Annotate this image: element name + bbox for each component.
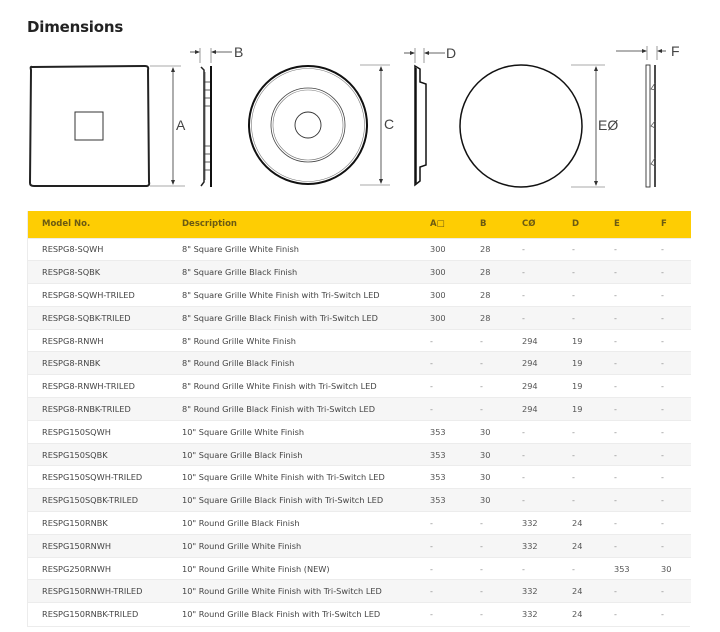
- table-row: [28, 284, 691, 307]
- table-body: [28, 238, 691, 626]
- c-cell: -: [508, 261, 558, 284]
- model-cell: RESPG8-SQWH: [28, 238, 168, 261]
- table-row: [28, 306, 691, 329]
- c-cell: -: [508, 238, 558, 261]
- description-cell: 10" Square Grille Black Finish with Tri-Switch LED: [168, 489, 416, 512]
- table-row: [28, 466, 691, 489]
- d-cell: -: [558, 306, 600, 329]
- column-header-a: A□: [430, 219, 445, 230]
- column-header-d: D: [572, 219, 580, 230]
- description-cell: 10" Square Grille White Finish with Tri-Switch LED: [168, 466, 416, 489]
- table-row: [28, 375, 691, 398]
- b-cell: -: [466, 352, 508, 375]
- description-cell: 10" Round Grille White Finish with Tri-Switch LED: [168, 580, 416, 603]
- round-grille-front-drawing: [249, 65, 394, 185]
- a-cell: -: [416, 398, 466, 421]
- description-cell: 8" Round Grille Black Finish with Tri-Switch LED: [168, 398, 416, 421]
- table-row: [28, 261, 691, 284]
- e-cell: -: [600, 398, 647, 421]
- a-cell: -: [416, 534, 466, 557]
- f-cell: -: [647, 375, 691, 398]
- e-cell: -: [600, 375, 647, 398]
- f-cell: -: [647, 238, 691, 261]
- round-grille-side-drawing: [404, 45, 456, 185]
- description-cell: 10" Square Grille Black Finish: [168, 443, 416, 466]
- b-cell: 30: [466, 489, 508, 512]
- b-cell: 28: [466, 306, 508, 329]
- b-cell: 30: [466, 466, 508, 489]
- table-row: [28, 352, 691, 375]
- square-grille-side-drawing: [190, 44, 243, 187]
- description-cell: 10" Round Grille White Finish (NEW): [168, 557, 416, 580]
- model-cell: RESPG150SQWH-TRILED: [28, 466, 168, 489]
- model-cell: RESPG150SQBK: [28, 443, 168, 466]
- model-cell: RESPG8-SQWH-TRILED: [28, 284, 168, 307]
- a-cell: 353: [416, 420, 466, 443]
- table-header-row: [28, 211, 691, 238]
- c-cell: -: [508, 284, 558, 307]
- b-cell: 28: [466, 284, 508, 307]
- dimension-label-e: EØ: [598, 117, 619, 133]
- c-cell: -: [508, 420, 558, 443]
- description-cell: 10" Round Grille Black Finish: [168, 512, 416, 535]
- d-cell: -: [558, 284, 600, 307]
- b-cell: -: [466, 534, 508, 557]
- d-cell: -: [558, 443, 600, 466]
- c-cell: 294: [508, 398, 558, 421]
- d-cell: 19: [558, 398, 600, 421]
- model-cell: RESPG250RNWH: [28, 557, 168, 580]
- c-cell: -: [508, 466, 558, 489]
- model-cell: RESPG8-RNBK-TRILED: [28, 398, 168, 421]
- page-title: Dimensions: [27, 18, 124, 36]
- c-cell: 332: [508, 534, 558, 557]
- f-cell: -: [647, 398, 691, 421]
- model-cell: RESPG150RNBK-TRILED: [28, 603, 168, 626]
- flat-round-grille-side-drawing: [616, 43, 680, 187]
- b-cell: 30: [466, 420, 508, 443]
- e-cell: -: [600, 306, 647, 329]
- column-header-model: Model No.: [42, 219, 91, 230]
- d-cell: 19: [558, 375, 600, 398]
- a-cell: -: [416, 580, 466, 603]
- c-cell: 332: [508, 512, 558, 535]
- f-cell: -: [647, 329, 691, 352]
- a-cell: -: [416, 329, 466, 352]
- model-cell: RESPG150SQWH: [28, 420, 168, 443]
- model-cell: RESPG150RNWH-TRILED: [28, 580, 168, 603]
- e-cell: -: [600, 420, 647, 443]
- b-cell: -: [466, 580, 508, 603]
- a-cell: 300: [416, 284, 466, 307]
- b-cell: -: [466, 375, 508, 398]
- dimension-label-a: A: [176, 117, 186, 133]
- f-cell: -: [647, 466, 691, 489]
- f-cell: -: [647, 261, 691, 284]
- dimension-label-b: B: [234, 44, 244, 60]
- table-row: [28, 420, 691, 443]
- description-cell: 8" Square Grille Black Finish: [168, 261, 416, 284]
- table-row: [28, 329, 691, 352]
- b-cell: -: [466, 512, 508, 535]
- d-cell: -: [558, 466, 600, 489]
- description-cell: 10" Round Grille Black Finish with Tri-Switch LED: [168, 603, 416, 626]
- flat-round-grille-front-drawing: [460, 65, 618, 187]
- column-header-e: E: [614, 219, 620, 230]
- e-cell: -: [600, 603, 647, 626]
- model-cell: RESPG150RNBK: [28, 512, 168, 535]
- a-cell: 300: [416, 306, 466, 329]
- c-cell: -: [508, 306, 558, 329]
- e-cell: -: [600, 238, 647, 261]
- column-header-f: F: [661, 219, 667, 230]
- table-row: [28, 443, 691, 466]
- c-cell: 294: [508, 329, 558, 352]
- c-cell: 332: [508, 603, 558, 626]
- e-cell: 353: [600, 557, 647, 580]
- d-cell: -: [558, 557, 600, 580]
- column-header-b: B: [480, 219, 487, 230]
- b-cell: -: [466, 603, 508, 626]
- d-cell: 19: [558, 329, 600, 352]
- c-cell: -: [508, 489, 558, 512]
- description-cell: 8" Round Grille Black Finish: [168, 352, 416, 375]
- model-cell: RESPG150SQBK-TRILED: [28, 489, 168, 512]
- e-cell: -: [600, 443, 647, 466]
- c-cell: 332: [508, 580, 558, 603]
- c-cell: 294: [508, 375, 558, 398]
- a-cell: -: [416, 512, 466, 535]
- e-cell: -: [600, 329, 647, 352]
- description-cell: 8" Square Grille White Finish with Tri-Switch LED: [168, 284, 416, 307]
- dimension-label-d: D: [446, 45, 457, 61]
- dimensions-diagram: [0, 40, 720, 200]
- b-cell: -: [466, 329, 508, 352]
- table-row: [28, 512, 691, 535]
- description-cell: 8" Square Grille Black Finish with Tri-Switch LED: [168, 306, 416, 329]
- d-cell: 24: [558, 603, 600, 626]
- d-cell: -: [558, 261, 600, 284]
- a-cell: -: [416, 603, 466, 626]
- model-cell: RESPG150RNWH: [28, 534, 168, 557]
- dimensions-table: [27, 211, 690, 627]
- table-row: [28, 489, 691, 512]
- b-cell: -: [466, 398, 508, 421]
- b-cell: 28: [466, 238, 508, 261]
- a-cell: 353: [416, 489, 466, 512]
- description-cell: 10" Square Grille White Finish: [168, 420, 416, 443]
- a-cell: 300: [416, 261, 466, 284]
- model-cell: RESPG8-SQBK-TRILED: [28, 306, 168, 329]
- d-cell: 24: [558, 534, 600, 557]
- d-cell: 19: [558, 352, 600, 375]
- model-cell: RESPG8-RNWH-TRILED: [28, 375, 168, 398]
- a-cell: 353: [416, 443, 466, 466]
- a-cell: 300: [416, 238, 466, 261]
- square-grille-front-drawing: [30, 66, 186, 186]
- e-cell: -: [600, 352, 647, 375]
- table-row: [28, 557, 691, 580]
- table-row: [28, 398, 691, 421]
- d-cell: -: [558, 238, 600, 261]
- b-cell: 28: [466, 261, 508, 284]
- f-cell: -: [647, 284, 691, 307]
- d-cell: -: [558, 489, 600, 512]
- e-cell: -: [600, 261, 647, 284]
- table-row: [28, 534, 691, 557]
- dimension-label-c: C: [384, 116, 395, 132]
- c-cell: 294: [508, 352, 558, 375]
- e-cell: -: [600, 580, 647, 603]
- table-row: [28, 603, 691, 626]
- f-cell: -: [647, 580, 691, 603]
- d-cell: -: [558, 420, 600, 443]
- f-cell: -: [647, 352, 691, 375]
- b-cell: -: [466, 557, 508, 580]
- table-row: [28, 238, 691, 261]
- f-cell: -: [647, 534, 691, 557]
- e-cell: -: [600, 489, 647, 512]
- a-cell: 353: [416, 466, 466, 489]
- a-cell: -: [416, 557, 466, 580]
- c-cell: -: [508, 443, 558, 466]
- d-cell: 24: [558, 512, 600, 535]
- description-cell: 8" Round Grille White Finish: [168, 329, 416, 352]
- e-cell: -: [600, 534, 647, 557]
- c-cell: -: [508, 557, 558, 580]
- e-cell: -: [600, 512, 647, 535]
- description-cell: 10" Round Grille White Finish: [168, 534, 416, 557]
- column-header-c: CØ: [522, 219, 536, 230]
- model-cell: RESPG8-RNWH: [28, 329, 168, 352]
- model-cell: RESPG8-SQBK: [28, 261, 168, 284]
- table-row: [28, 580, 691, 603]
- description-cell: 8" Square Grille White Finish: [168, 238, 416, 261]
- f-cell: 30: [647, 557, 691, 580]
- f-cell: -: [647, 420, 691, 443]
- d-cell: 24: [558, 580, 600, 603]
- a-cell: -: [416, 375, 466, 398]
- e-cell: -: [600, 466, 647, 489]
- column-header-description: Description: [182, 219, 237, 230]
- f-cell: -: [647, 443, 691, 466]
- f-cell: -: [647, 512, 691, 535]
- f-cell: -: [647, 306, 691, 329]
- description-cell: 8" Round Grille White Finish with Tri-Switch LED: [168, 375, 416, 398]
- f-cell: -: [647, 603, 691, 626]
- f-cell: -: [647, 489, 691, 512]
- model-cell: RESPG8-RNBK: [28, 352, 168, 375]
- dimension-label-f: F: [671, 43, 680, 59]
- a-cell: -: [416, 352, 466, 375]
- e-cell: -: [600, 284, 647, 307]
- b-cell: 30: [466, 443, 508, 466]
